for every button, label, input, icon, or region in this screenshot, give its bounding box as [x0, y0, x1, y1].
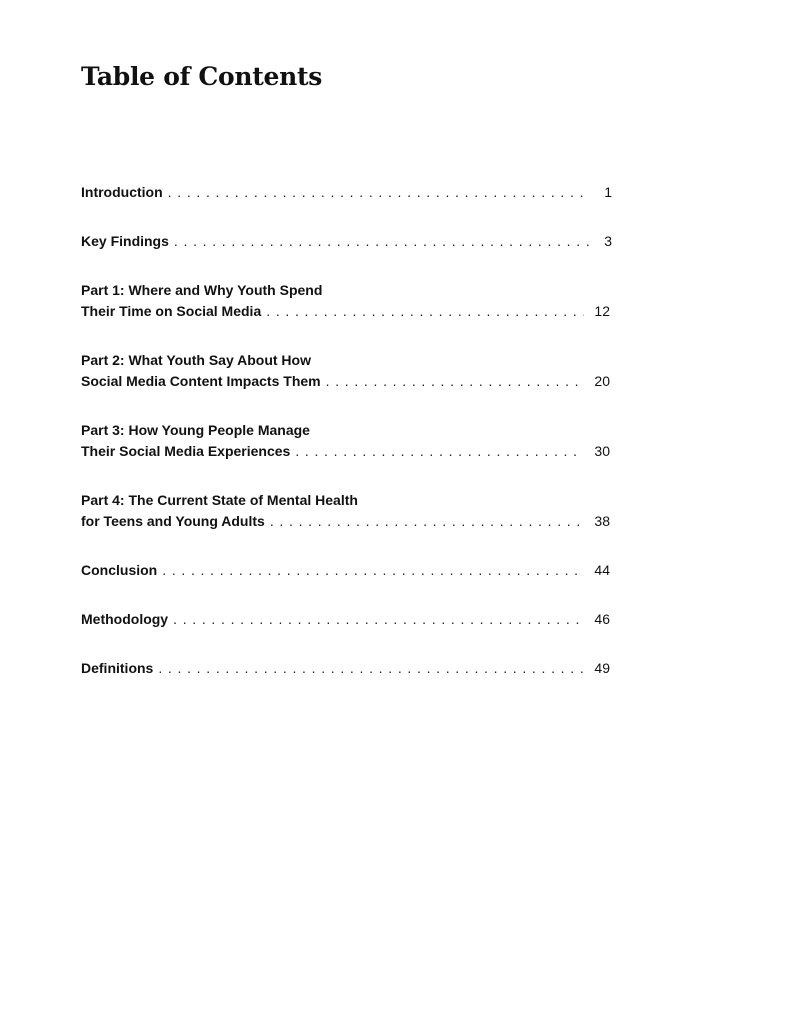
toc-entry-definitions[interactable] — [81, 658, 612, 679]
toc-entry-label: Part 1: Where and Why Youth Spend — [81, 282, 323, 298]
dot-leader — [158, 658, 584, 679]
toc-entry-label: Introduction — [81, 184, 163, 200]
toc-page-number: 44 — [594, 562, 610, 578]
page-title: Table of Contents — [81, 62, 323, 91]
toc-entry-part-1[interactable] — [81, 280, 612, 322]
toc-entry-line — [81, 280, 612, 301]
toc-entry-label-continued: Social Media Content Impacts Them — [81, 373, 321, 389]
toc-entry-line — [81, 420, 612, 441]
toc-entry-methodology[interactable] — [81, 609, 612, 630]
toc-page-number: 30 — [594, 443, 610, 459]
toc-entry-line — [81, 560, 612, 581]
toc-entry-introduction[interactable] — [81, 182, 612, 203]
toc-entry-label: Definitions — [81, 660, 154, 676]
toc-entry-part-2[interactable] — [81, 350, 612, 392]
toc-page-number: 12 — [594, 303, 610, 319]
toc-page-number: 49 — [594, 660, 610, 676]
toc-entry-line — [81, 609, 612, 630]
toc-entry-label: Part 4: The Current State of Mental Health — [81, 492, 358, 508]
toc-entry-key-findings[interactable] — [81, 231, 612, 252]
toc-entry-line — [81, 231, 612, 252]
toc-entry-part-3[interactable] — [81, 420, 612, 462]
toc-entry-line — [81, 350, 612, 371]
dot-leader — [326, 371, 584, 392]
toc-entry-conclusion[interactable] — [81, 560, 612, 581]
toc-entry-label: Key Findings — [81, 233, 169, 249]
toc-entry-line — [81, 490, 612, 511]
toc-entry-label: Conclusion — [81, 562, 158, 578]
toc-entry-label: Part 2: What Youth Say About How — [81, 352, 311, 368]
toc-entry-label-continued: Their Time on Social Media — [81, 303, 262, 319]
dot-leader — [174, 231, 590, 252]
toc-entry-line — [81, 441, 612, 462]
toc-entry-line — [81, 511, 612, 532]
toc-entry-line — [81, 658, 612, 679]
toc-page-number: 3 — [604, 233, 612, 249]
toc-entry-label: Part 3: How Young People Manage — [81, 422, 310, 438]
toc-page-number: 20 — [594, 373, 610, 389]
dot-leader — [266, 301, 584, 322]
toc-entry-line — [81, 301, 612, 322]
toc-entry-part-4[interactable] — [81, 490, 612, 532]
dot-leader — [270, 511, 584, 532]
toc-entry-label-continued: Their Social Media Experiences — [81, 443, 291, 459]
table-of-contents — [81, 182, 612, 707]
dot-leader — [295, 441, 584, 462]
dot-leader — [168, 182, 590, 203]
toc-entry-label: Methodology — [81, 611, 169, 627]
toc-page-number: 46 — [594, 611, 610, 627]
toc-entry-line — [81, 182, 612, 203]
dot-leader — [173, 609, 584, 630]
dot-leader — [162, 560, 584, 581]
toc-entry-line — [81, 371, 612, 392]
toc-entry-label-continued: for Teens and Young Adults — [81, 513, 265, 529]
toc-page-number: 1 — [604, 184, 612, 200]
toc-page-number: 38 — [594, 513, 610, 529]
